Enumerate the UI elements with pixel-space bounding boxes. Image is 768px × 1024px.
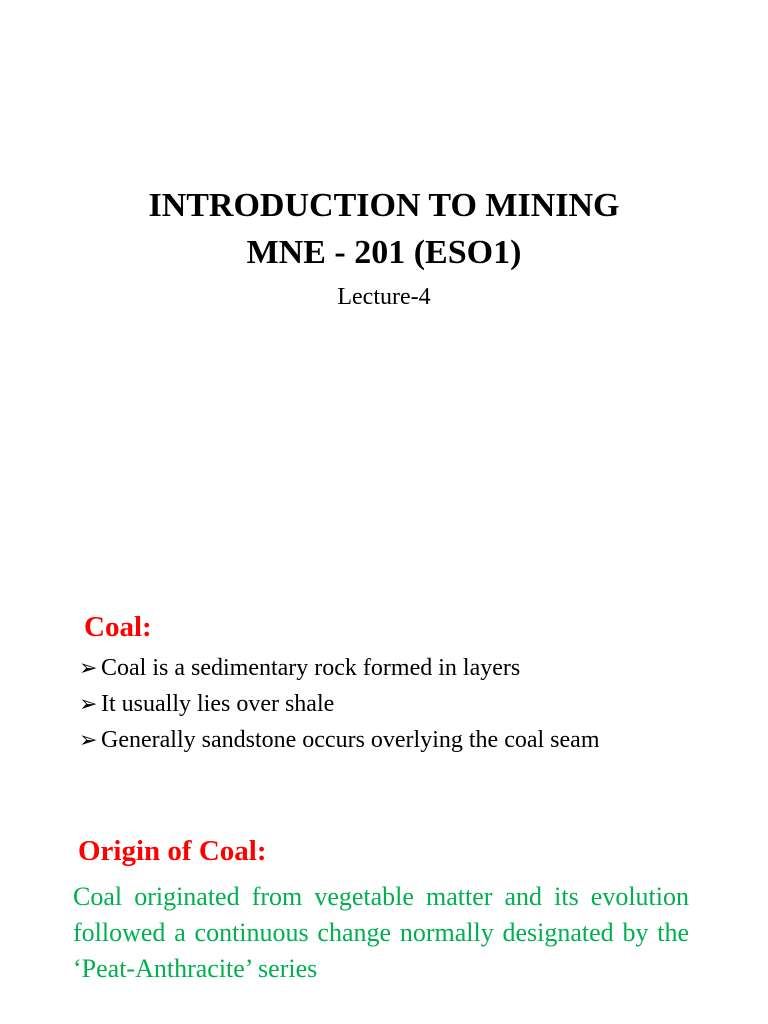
course-code: MNE - 201 (ESO1) [246,234,522,271]
arrow-bullet-icon: ➢ [79,727,98,752]
list-item [79,686,689,722]
origin-heading: Origin of Coal: [78,835,267,867]
coal-bullet-list [79,650,689,758]
arrow-bullet-icon: ➢ [79,691,98,716]
bullet-text: Generally sandstone occurs overlying the coal seam [101,727,600,753]
page-title: INTRODUCTION TO MINING [148,187,620,224]
title-block [0,182,768,313]
list-item [79,722,689,758]
coal-heading: Coal: [84,611,152,643]
bullet-text: Coal is a sedimentary rock formed in layers [101,655,521,681]
list-item [79,650,689,686]
arrow-bullet-icon: ➢ [79,655,98,680]
bullet-text: It usually lies over shale [101,691,335,717]
lecture-label: Lecture-4 [337,284,431,310]
origin-paragraph: Coal originated from vegetable matter and its evolution followed a continuous change normally designated by the ‘Peat-Anthracite’ series [73,882,689,983]
